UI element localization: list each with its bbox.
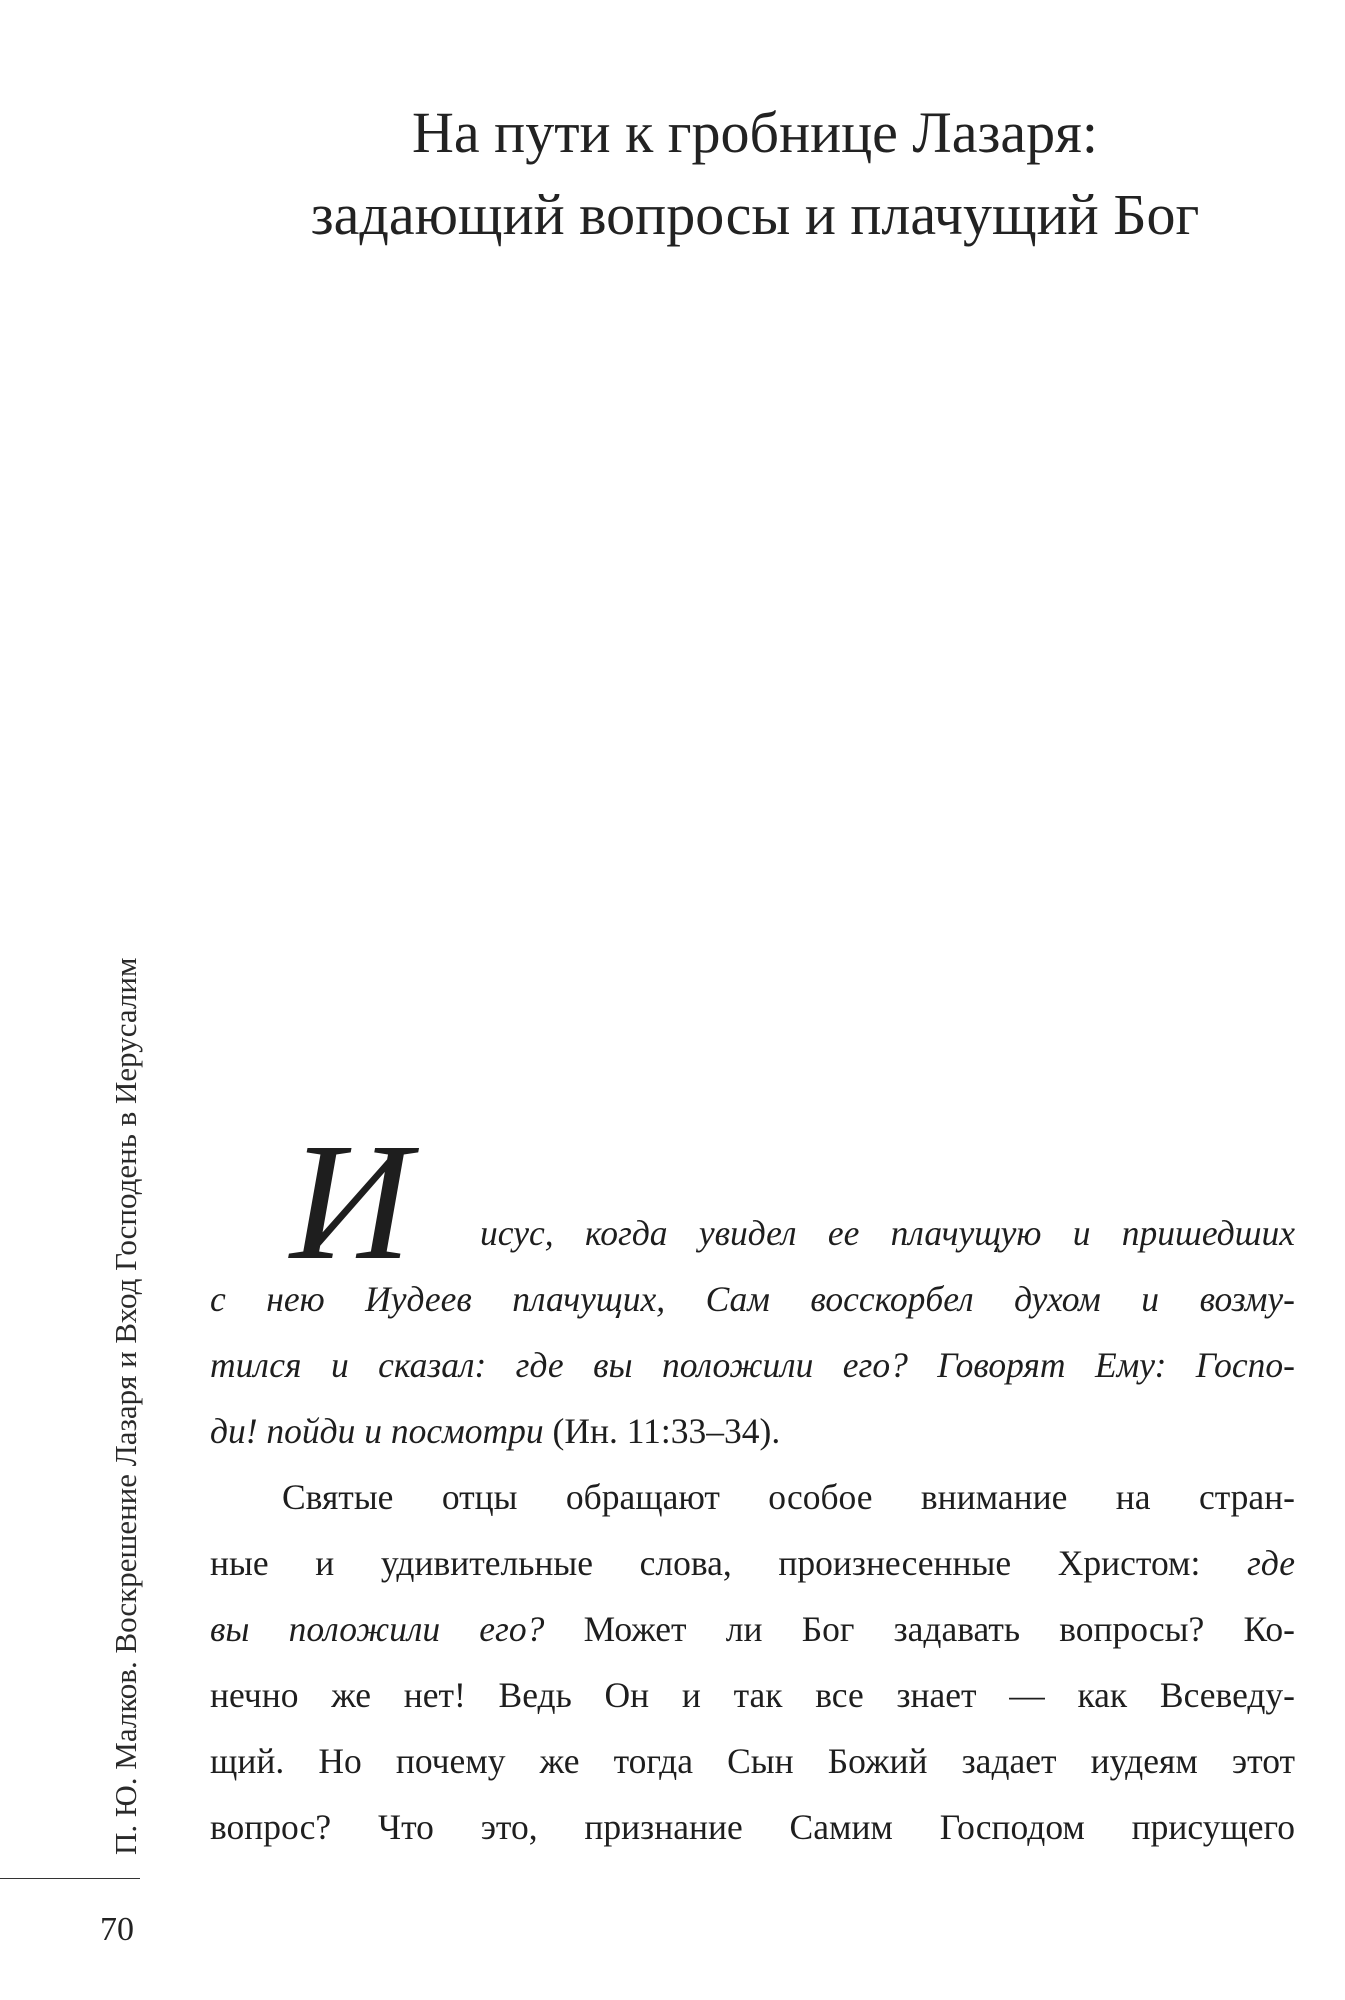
paragraph-line-2-italic: где (1247, 1543, 1295, 1583)
paragraph-line-3 (210, 1596, 1295, 1662)
quote-line-4 (210, 1398, 1295, 1464)
body-paragraph (210, 1464, 1295, 1860)
paragraph-line-2 (210, 1530, 1295, 1596)
chapter-title-line-1: На пути к гробнице Лазаря: (412, 100, 1098, 165)
drop-cap: И (290, 1109, 412, 1295)
gospel-quote (210, 1200, 1295, 1464)
page-number: 70 (100, 1911, 134, 1948)
paragraph-line-5: щий. Но почему же тогда Сын Божий задает иудеям этот (210, 1741, 1295, 1781)
paragraph-line-6: вопрос? Что это, признание Самим Господом присущего (210, 1807, 1295, 1847)
paragraph-line-3-plain: Может ли Бог задавать вопросы? Ко- (544, 1609, 1295, 1649)
paragraph-line-3-italic: вы положили его? (210, 1609, 545, 1649)
quote-line-1: исус, когда увидел ее плачущую и пришедших (480, 1213, 1295, 1253)
quote-reference: (Ин. 11:33–34). (543, 1411, 781, 1451)
running-head: П. Ю. Малков. Воскрешение Лазаря и Вход Господень в Иерусалим (108, 957, 143, 1855)
chapter-title-line-2: задающий вопросы и плачущий Бог (310, 182, 1200, 247)
paragraph-line-1: Святые отцы обращают особое внимание на стран- (282, 1477, 1295, 1517)
quote-line-3: тился и сказал: где вы положили его? Говорят Ему: Госпо- (210, 1345, 1295, 1385)
paragraph-line-4: нечно же нет! Ведь Он и так все знает — как Всеведу- (210, 1675, 1295, 1715)
chapter-title (215, 92, 1295, 256)
quote-line-2: с нею Иудеев плачущих, Сам восскорбел духом и возму- (210, 1279, 1295, 1319)
paragraph-line-2-plain: ные и удивительные слова, произнесенные Христом: (210, 1543, 1247, 1583)
quote-line-4-italic: ди! пойди и посмотри (210, 1411, 544, 1451)
footer-rule (0, 1878, 140, 1879)
